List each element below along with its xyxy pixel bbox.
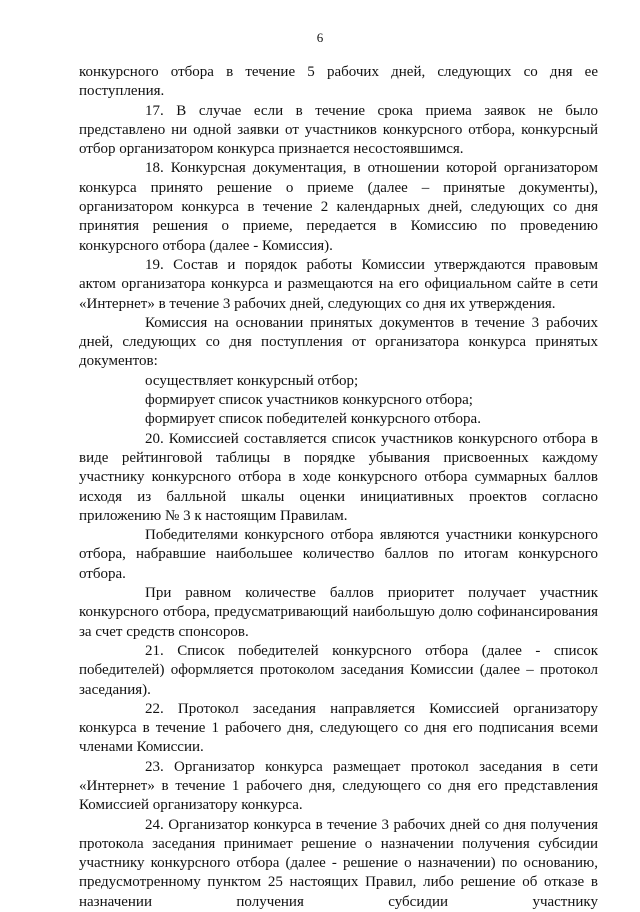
page-number: 6 [316,30,324,45]
paragraph-continuation: конкурсного отбора в течение 5 рабочих дней, следующих со дня ее поступления. [79,64,598,100]
document-body [79,63,598,912]
paragraph-20: 20. Комиссией составляется список участников конкурсного отбора в виде рейтинговой таблицы в порядке убывания присвоенных каждому участнику конкурсного отбора в ходе конкурсного отбора суммарных баллов исходя из балльной шкалы оценки инициативных проектов согласно приложению № 3 к настоящим Правилам. [79,430,598,524]
paragraph-winners: Победителями конкурсного отбора являются участники конкурсного отбора, набравшие наибольшее количество баллов по итогам конкурсного отбора. [79,527,598,582]
paragraph-commission-intro: Комиссия на основании принятых документов в течение 3 рабочих дней, следующих со дня поступления от организатора конкурса принятых документов: [79,314,598,370]
paragraph-equal-points: При равном количестве баллов приоритет получает участник конкурсного отбора, предусматривающий наибольшую долю софинансирования за счет средств спонсоров. [79,585,598,640]
paragraph-21: 21. Список победителей конкурсного отбора (далее - список победителей) оформляется протоколом заседания Комиссии (далее – протокол заседания). [79,642,598,698]
paragraph-18: 18. Конкурсная документация, в отношении которой организатором конкурса принято решение о приеме (далее – принятые документы), организатором конкурса в течение 2 календарных дней, следующих со дня принятия решения о приеме, передается в Комиссию по проведению конкурсного отбора (далее - Комиссия). [79,160,598,254]
paragraph-23: 23. Организатор конкурса размещает протокол заседания в сети «Интернет» в течение 1 рабочего дня, следующего со дня его представления Комиссией организатору конкурса. [79,758,598,814]
list-item-conducts-selection: осуществляет конкурсный отбор; [145,372,359,389]
paragraph-22: 22. Протокол заседания направляется Комиссией организатору конкурса в течение 1 рабочего дня, следующего со дня его подписания всеми членами Комиссии. [79,700,598,756]
list-item-winners-list: формирует список победителей конкурсного отбора. [145,411,481,428]
paragraph-19: 19. Состав и порядок работы Комиссии утверждаются правовым актом организатора конкурса и размещаются на его официальном сайте в сети «Интернет» в течение 3 рабочих дней, следующих со дня их утверждения. [79,256,598,312]
paragraph-24: 24. Организатор конкурса в течение 3 рабочих дней со дня получения протокола заседания принимает решение о назначении получения субсидии участнику конкурсного отбора (далее - решение о назначении) по основанию, предусмотренному пунктом 25 настоящих Правил, либо решение об отказе в назначении получения субсидии участнику [79,816,598,910]
paragraph-17: 17. В случае если в течение срока приема заявок не было представлено ни одной заявки от участников конкурсного отбора, конкурсный отбор организатором конкурса признается несостоявшимся. [79,102,598,158]
list-item-participants-list: формирует список участников конкурсного отбора; [145,392,473,409]
